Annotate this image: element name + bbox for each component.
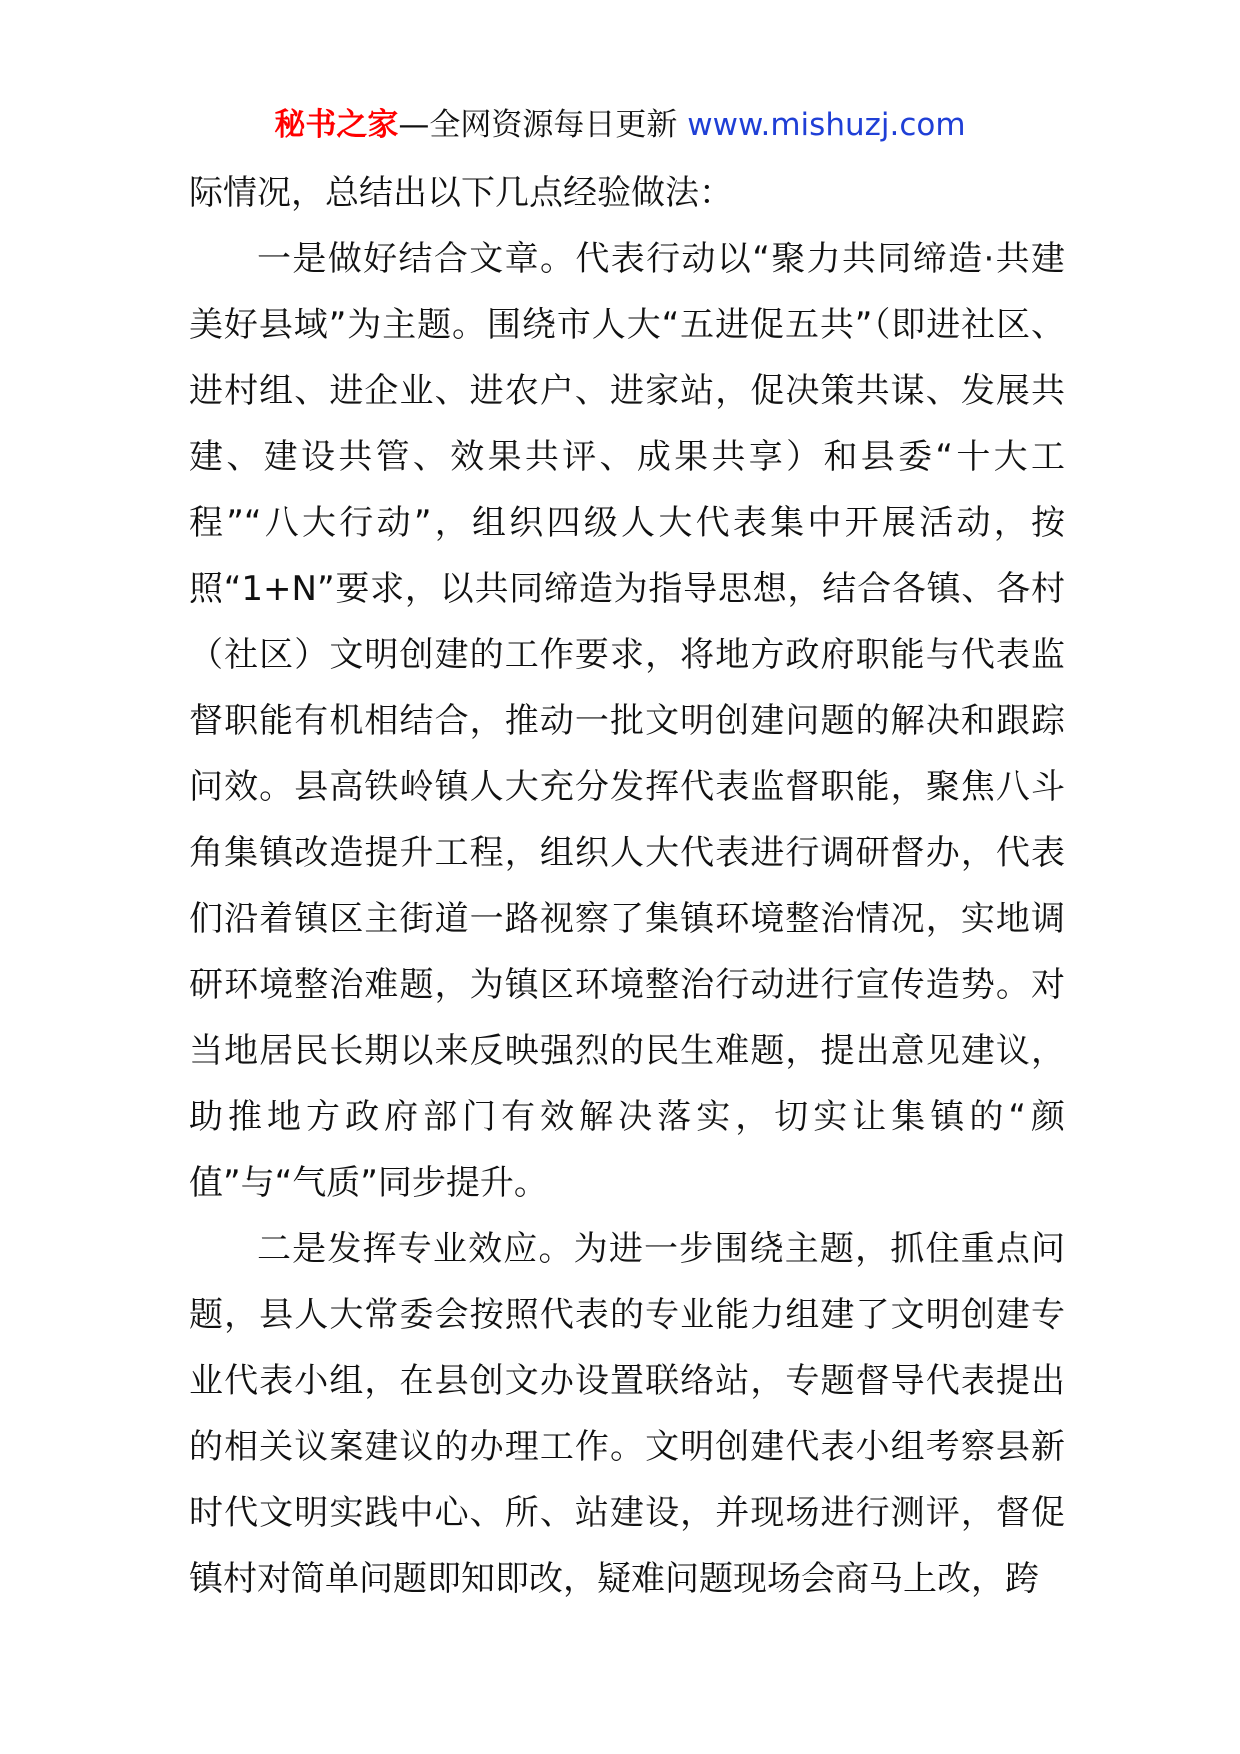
document-body (189, 160, 1065, 1612)
site-header (0, 100, 1240, 150)
paragraph-second-point: 二是发挥专业效应。为进一步围绕主题，抓住重点问题，县人大常委会按照代表的专业能力组建了文明创建专业代表小组，在县创文办设置联络站，专题督导代表提出的相关议案建议的办理工作。文明创建代表小组考察县新时代文明实践中心、所、站建设，并现场进行测评，督促镇村对简单问题即知即改，疑难问题现场会商马上改，跨 (189, 1229, 1065, 1599)
site-url-link[interactable]: www.mishuzj.com (687, 107, 966, 143)
header-slogan: —全网资源每日更新 (398, 107, 688, 143)
brand-name: 秘书之家 (274, 107, 399, 143)
paragraph-first-point: 一是做好结合文章。代表行动以“聚力共同缔造·共建美好县域”为主题。围绕市人大“五进促五共”（即进社区、进村组、进企业、进农户、进家站，促决策共谋、发展共建、建设共管、效果共评、成果共享）和县委“十大工程”“八大行动”，组织四级人大代表集中开展活动，按照“1+N”要求，以共同缔造为指导思想，结合各镇、各村（社区）文明创建的工作要求，将地方政府职能与代表监督职能有机相结合，推动一批文明创建问题的解决和跟踪问效。县高铁岭镇人大充分发挥代表监督职能，聚焦八斗角集镇改造提升工程，组织人大代表进行调研督办，代表们沿着镇区主街道一路视察了集镇环境整治情况，实地调研环境整治难题，为镇区环境整治行动进行宣传造势。对当地居民长期以来反映强烈的民生难题，提出意见建议，助推地方政府部门有效解决落实，切实让集镇的“颜值”与“气质”同步提升。 (189, 239, 1065, 1203)
paragraph-continuation: 际情况，总结出以下几点经验做法： (189, 173, 733, 213)
